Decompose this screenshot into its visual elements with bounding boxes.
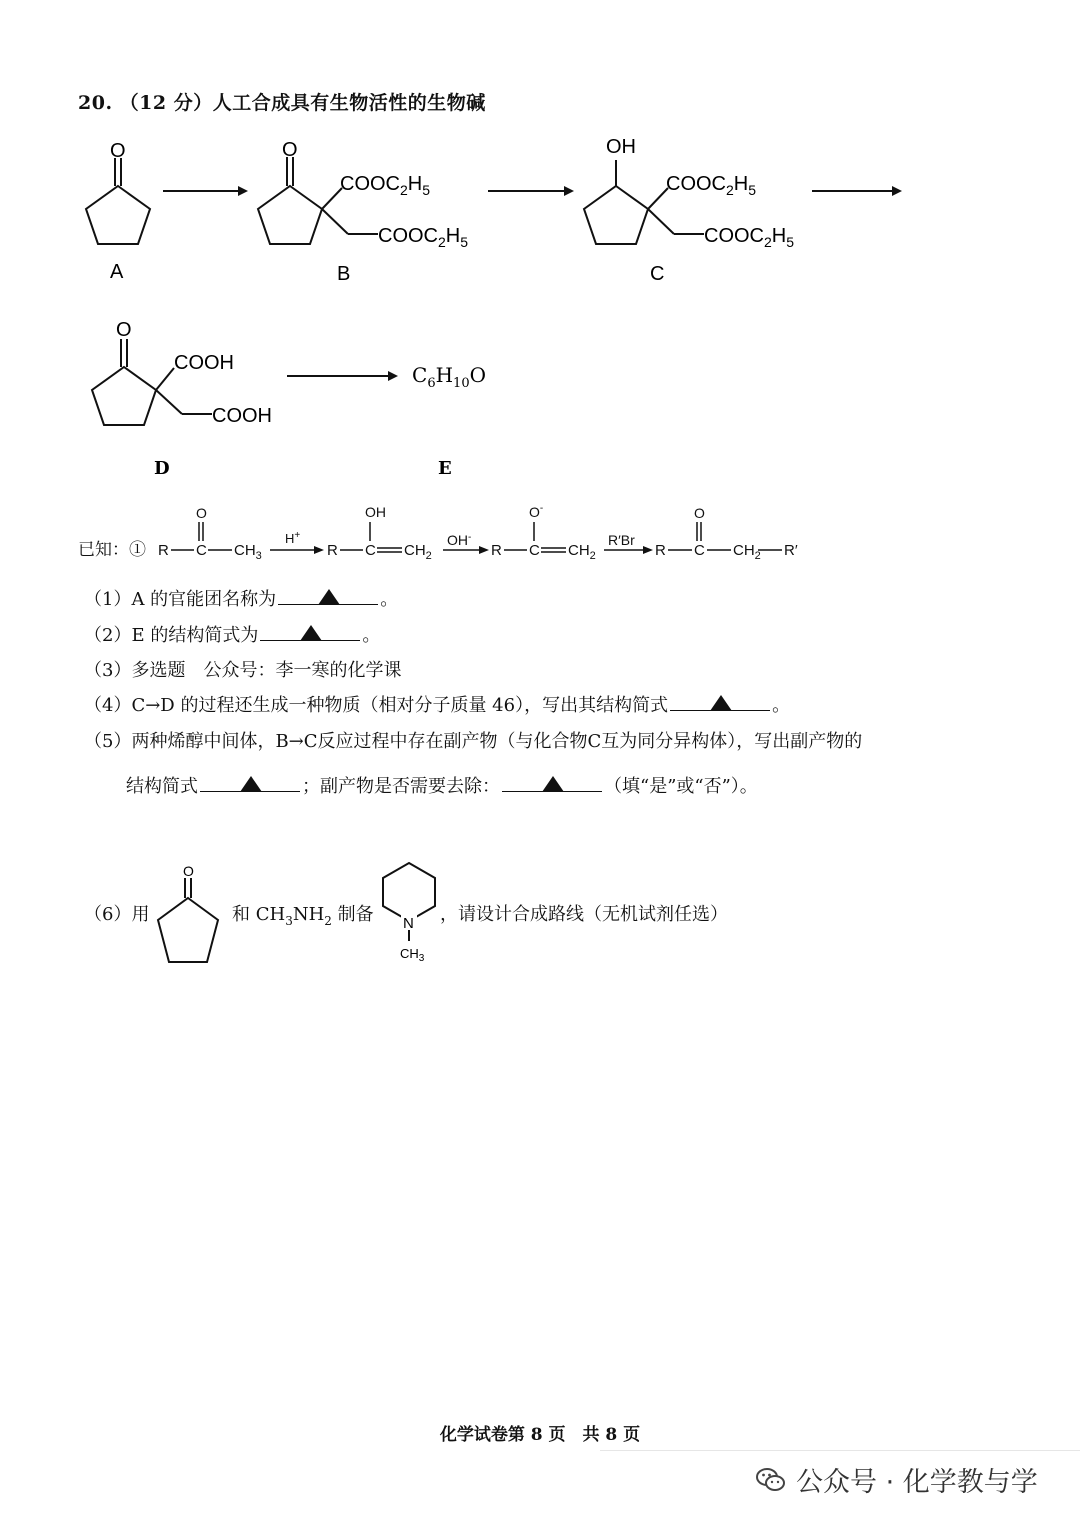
answer-blank-2[interactable] [260,626,360,641]
triangle-icon [710,695,732,711]
c-hydroxyl: OH [606,136,636,158]
subq-5-cont [126,772,758,798]
k1-c: C [196,542,207,559]
c-ester-1: $COOC_2H_5$ [666,173,757,198]
subq-5 [84,727,862,753]
triangle-icon [542,776,564,792]
k2-oh: OH [365,504,386,520]
b-oxygen: O [282,139,298,161]
watermark-text: 公众号 · 化学教与学 [796,1467,1038,1498]
k-h-plus: H+ [285,530,301,546]
a-oxygen: O [110,140,126,162]
known-prefix: 已知：① [78,540,146,560]
k1-o: O [196,505,207,521]
label-a: A [110,261,124,283]
k1-ch3: $CH_3$ [234,542,262,562]
scheme-svg-row1 [0,0,1080,300]
footer-divider [600,1450,1080,1451]
answer-blank-4[interactable] [670,696,770,711]
answer-blank-5a[interactable] [200,777,300,792]
scheme-svg-row2 [0,300,1080,490]
reaction-scheme-row1 [0,0,1080,300]
q6-cyclopentanone-ring [158,898,218,962]
k-oh-minus: OH- [447,532,472,548]
known-reaction [0,495,1080,575]
triangle-icon [300,625,322,641]
d-oxygen: O [116,319,132,341]
b-ester-1: $COOC_2H_5$ [340,173,431,198]
e-formula: $C_6H_{10}O$ [412,363,486,391]
label-e: E [438,458,452,479]
answer-blank-1[interactable] [278,590,378,605]
subq-5b-end: （填“是”或“否”）。 [604,776,758,797]
q6-post: ，请设计合成路线（无机试剂任选） [440,904,728,925]
subq-5b-mid: ；副产物是否需要去除： [302,776,500,797]
subq-6 [0,850,1080,980]
k4-ch2: $CH_2$ [733,542,761,562]
ring-c [584,186,648,244]
k2-ch2: $CH_2$ [404,542,432,562]
k4-r: R [655,542,666,559]
known-svg [0,495,1080,575]
k2-c: C [365,542,376,559]
q6-piperidine-ring [383,863,435,921]
subq-4 [84,691,790,717]
watermark [756,1460,1038,1499]
subq-2-text: （2）E 的结构简式为 [84,625,259,646]
k2-r: R [327,542,338,559]
q6-reagent: 和 $CH_3NH_2$ 制备 [232,904,374,928]
subq-1-text: （1）A 的官能团名称为 [84,589,277,610]
subq-4-end: 。 [772,695,791,716]
subq-2-end: 。 [362,625,381,646]
q6-methyl: $CH_3$ [400,946,425,964]
answer-blank-5b[interactable] [502,777,602,792]
subq-5b-text: 结构简式 [126,776,198,797]
triangle-icon [240,776,262,792]
k3-r: R [491,542,502,559]
ring-b [258,186,322,244]
subq-3-text: （3）多选题 公众号：李一寒的化学课 [84,660,402,681]
k3-o-minus: O- [529,503,544,520]
label-d: D [154,458,170,479]
c-ester-2: $COOC_2H_5$ [704,225,795,250]
k4-o: O [694,505,705,521]
q6-nitrogen: N [403,915,414,932]
ring-a [86,186,150,244]
d-cooh-1: COOH [174,352,234,374]
subq-2 [84,621,380,647]
subq-4-text: （4）C→D 的过程还生成一种物质（相对分子质量 46），写出其结构简式 [84,695,669,716]
triangle-icon [318,589,340,605]
subq-3 [84,656,401,682]
ring-d [92,367,156,425]
subq-1 [84,585,398,611]
k3-ch2: $CH_2$ [568,542,596,562]
k1-r: R [158,542,169,559]
q6-svg [0,850,1080,980]
label-b: B [337,263,351,285]
q6-oxygen: O [183,863,194,879]
page-footer: 化学试卷第 8 页 共 8 页 [439,1425,641,1445]
k4-c: C [694,542,705,559]
b-ester-2: $COOC_2H_5$ [378,225,469,250]
subq-5-text: （5）两种烯醇中间体，B→C反应过程中存在副产物（与化合物C互为同分异构体），写出副产物的 [84,731,863,752]
k3-c: C [529,542,540,559]
wechat-icon [756,1467,786,1493]
label-c: C [650,263,665,285]
subq-1-end: 。 [380,589,399,610]
reaction-scheme-row2 [0,300,1080,490]
question-title: 20. （12 分）人工合成具有生物活性的生物碱 [78,92,486,114]
q6-pre: （6）用 [84,904,150,925]
k-rbr: R′Br [608,532,635,548]
d-cooh-2: COOH [212,405,272,427]
k4-rprime: R′ [784,542,798,559]
